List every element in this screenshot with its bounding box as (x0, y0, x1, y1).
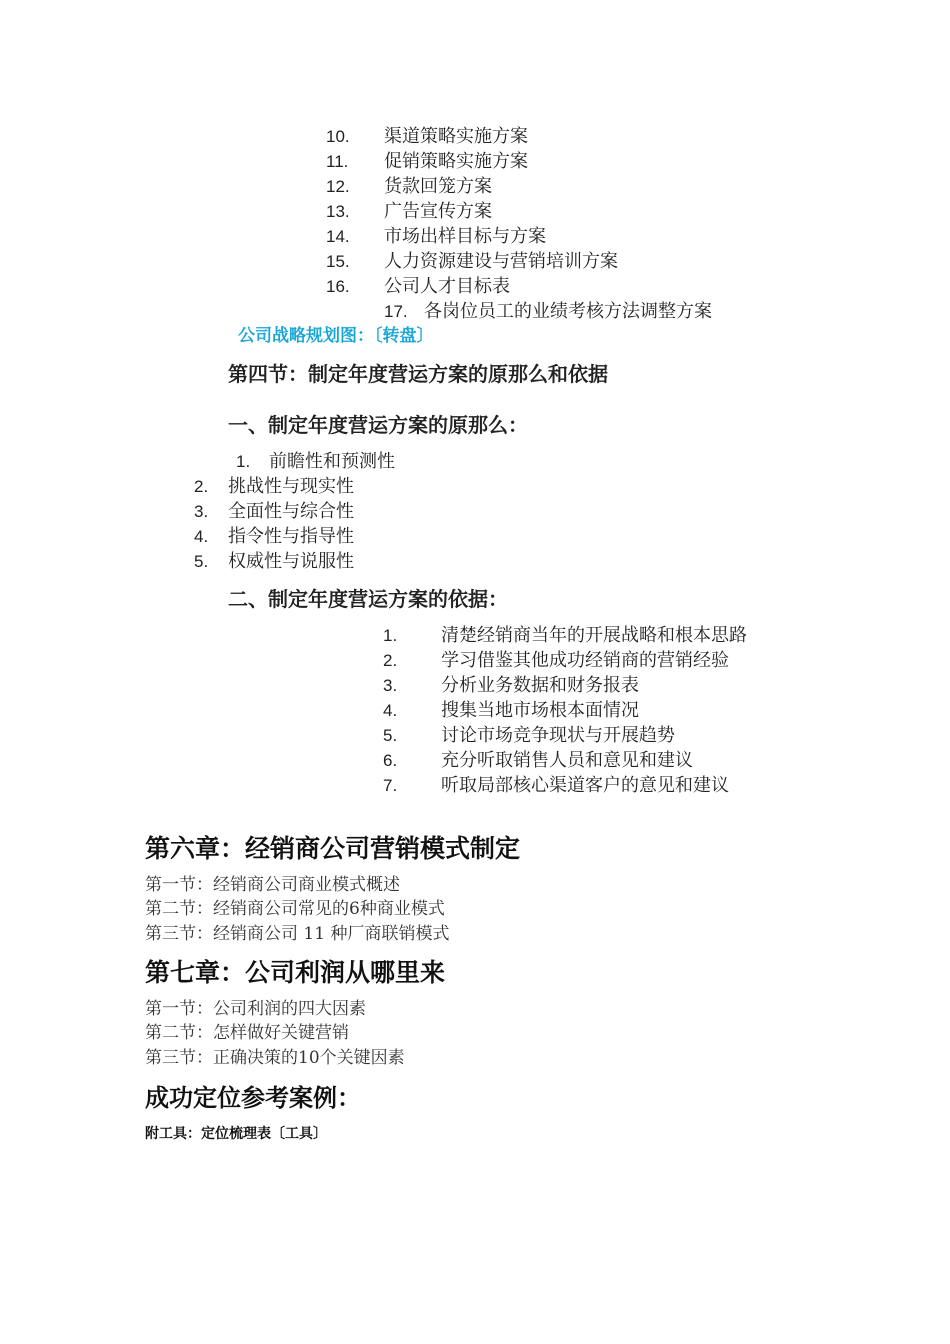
list-number: 7. (383, 776, 398, 795)
list-item: 清楚经销商当年的开展战略和根本思路 (441, 625, 747, 646)
list-item: 市场出样目标与方案 (384, 226, 546, 247)
list-item: 搜集当地市场根本面情况 (441, 700, 639, 721)
chapter-title: 第七章：公司利润从哪里来 (145, 958, 446, 987)
list-number: 5. (194, 552, 209, 571)
principles-title: 一、制定年度营运方案的原那么： (228, 413, 528, 437)
list-number: 12. (326, 177, 350, 196)
list-number: 15. (326, 252, 350, 271)
list-item: 渠道策略实施方案 (384, 126, 528, 147)
list-item: 公司人才目标表 (384, 276, 510, 297)
list-number: 2. (194, 477, 209, 496)
list-item: 权威性与说服性 (228, 551, 354, 572)
chapter-section: 第二节：怎样做好关键营销 (145, 1023, 349, 1043)
list-number: 5. (383, 726, 398, 745)
chapter-section: 第一节：公司利润的四大因素 (145, 999, 366, 1019)
chapter-title: 第六章：经销商公司营销模式制定 (145, 834, 521, 863)
list-number: 14. (326, 227, 350, 246)
list-number: 1. (383, 626, 398, 645)
list-item: 人力资源建设与营销培训方案 (384, 251, 618, 272)
list-number: 1. (236, 452, 251, 471)
list-item: 讨论市场竞争现状与开展趋势 (441, 725, 675, 746)
basis-title: 二、制定年度营运方案的依据： (228, 587, 508, 611)
list-item: 货款回笼方案 (384, 176, 492, 197)
list-number: 6. (383, 751, 398, 770)
chapter-section: 第三节：经销商公司 11 种厂商联销模式 (145, 924, 450, 944)
list-number: 3. (194, 502, 209, 521)
list-number: 10. (326, 127, 350, 146)
chapter-section: 第二节：经销商公司常见的6种商业模式 (145, 899, 445, 919)
section-title: 第四节：制定年度营运方案的原那么和依据 (228, 362, 608, 386)
list-item: 各岗位员工的业绩考核方法调整方案 (424, 301, 712, 322)
strategy-chart-link[interactable]: 公司战略规划图：〔转盘〕 (238, 326, 434, 346)
case-title: 成功定位参考案例： (145, 1084, 361, 1112)
list-item: 学习借鉴其他成功经销商的营销经验 (441, 650, 729, 671)
list-item: 充分听取销售人员和意见和建议 (441, 750, 693, 771)
list-item: 促销策略实施方案 (384, 151, 528, 172)
list-number: 17. (384, 302, 408, 321)
chapter-section: 第一节：经销商公司商业模式概述 (145, 875, 400, 895)
list-item: 挑战性与现实性 (228, 476, 354, 497)
list-number: 3. (383, 676, 398, 695)
list-number: 4. (194, 527, 209, 546)
list-item: 前瞻性和预测性 (269, 451, 395, 472)
list-item: 指令性与指导性 (228, 526, 354, 547)
list-number: 11. (326, 152, 349, 171)
list-number: 4. (383, 701, 398, 720)
list-item: 广告宣传方案 (384, 201, 492, 222)
list-item: 分析业务数据和财务报表 (441, 675, 639, 696)
list-number: 13. (326, 202, 350, 221)
list-number: 2. (383, 651, 398, 670)
list-item: 听取局部核心渠道客户的意见和建议 (441, 775, 729, 796)
tool-line: 附工具：定位梳理表〔工具〕 (145, 1126, 327, 1142)
chapter-section: 第三节：正确决策的10个关键因素 (145, 1048, 405, 1068)
list-number: 16. (326, 277, 350, 296)
list-item: 全面性与综合性 (228, 501, 354, 522)
